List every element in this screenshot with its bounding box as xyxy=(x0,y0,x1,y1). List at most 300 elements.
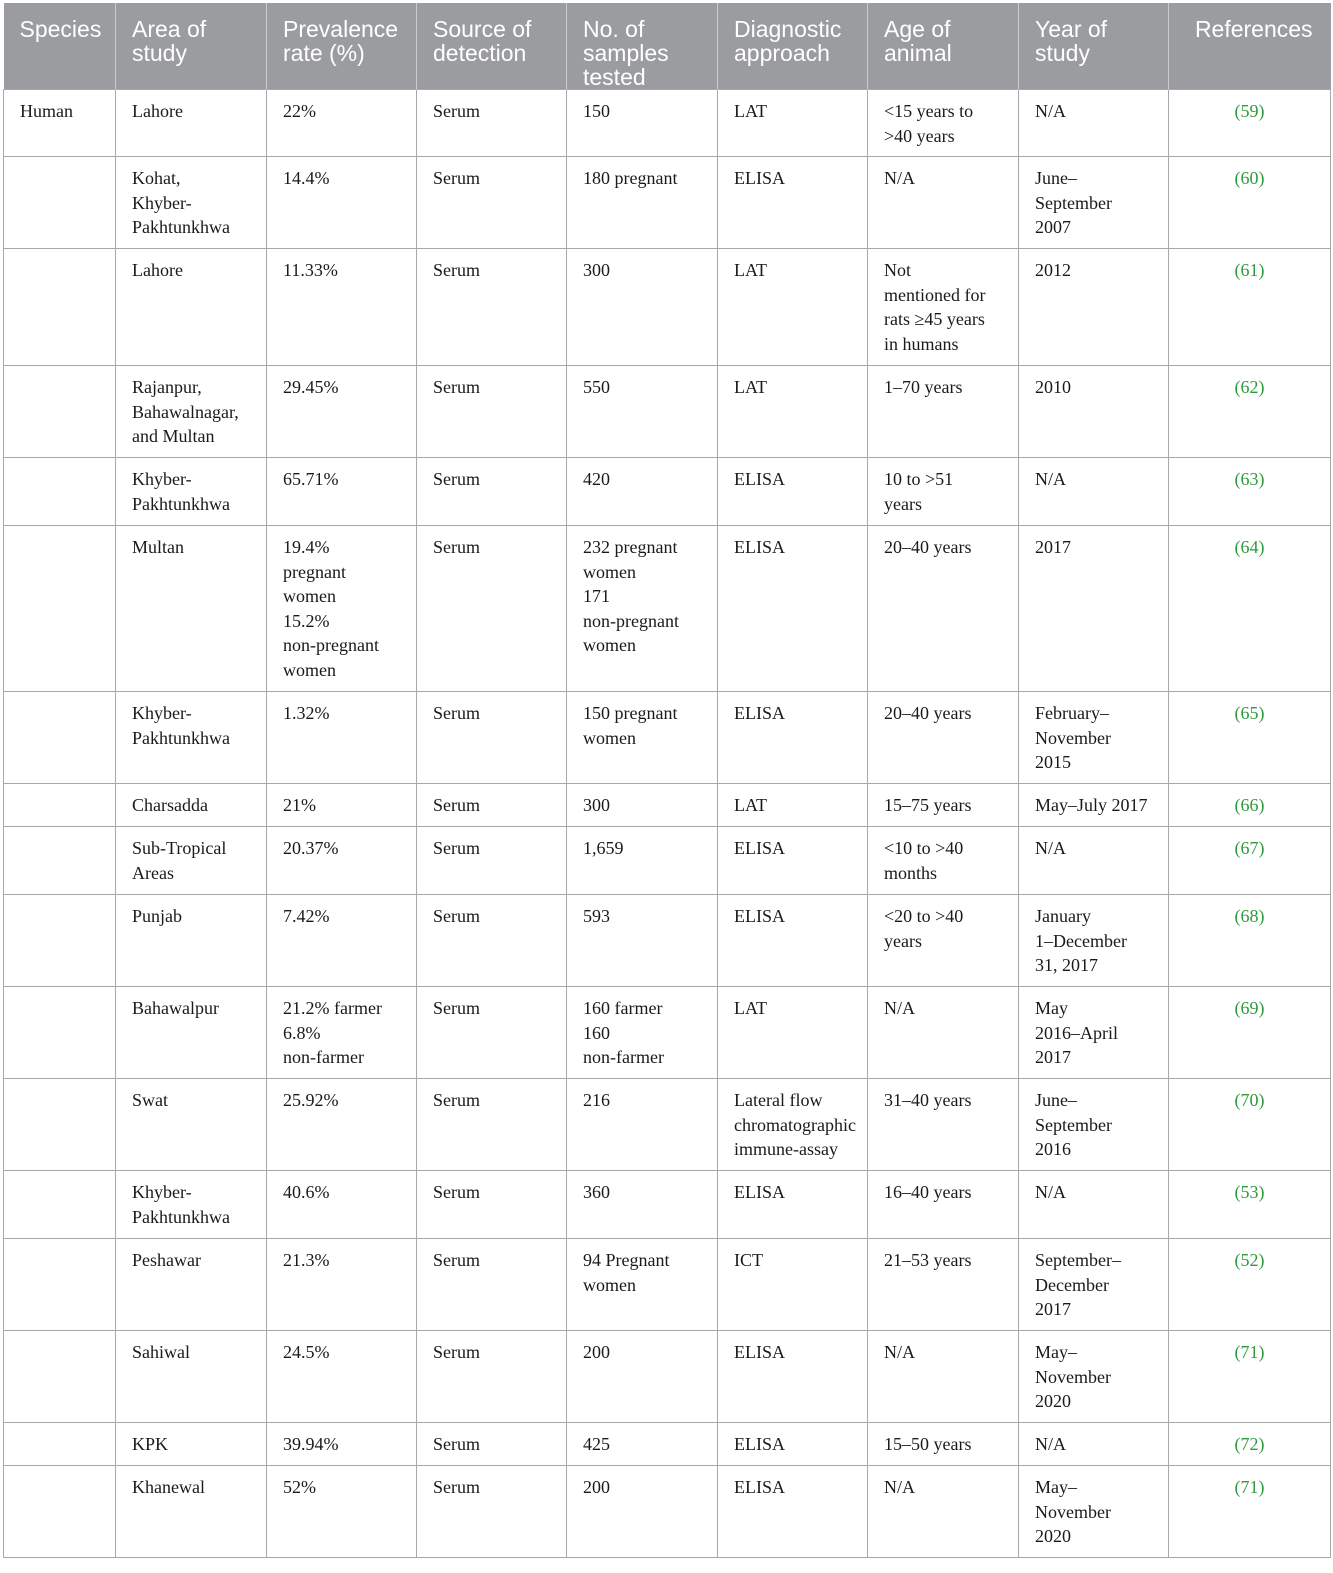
cell-area xyxy=(116,1423,267,1466)
cell-prevalence xyxy=(267,1239,417,1331)
reference-link[interactable]: (66) xyxy=(1234,795,1265,815)
cell-source xyxy=(417,90,567,157)
cell-text: immune-assay xyxy=(734,1139,838,1159)
cell-text: non-pregnant xyxy=(283,635,379,655)
cell-references xyxy=(1169,1171,1331,1239)
header-text: rate (%) xyxy=(283,40,365,66)
cell-year xyxy=(1019,692,1169,784)
header-prevalence xyxy=(267,3,417,90)
cell-prevalence xyxy=(267,827,417,895)
cell-text: Not xyxy=(884,260,911,280)
cell-area xyxy=(116,249,267,366)
header-text: Prevalence xyxy=(283,16,399,42)
cell-area xyxy=(116,366,267,458)
reference-link[interactable]: (69) xyxy=(1234,998,1265,1018)
cell-text: in humans xyxy=(884,333,959,354)
cell-year xyxy=(1019,1466,1169,1558)
reference-link[interactable]: (60) xyxy=(1234,168,1265,188)
cell-text: ELISA xyxy=(734,469,785,489)
cell-year xyxy=(1019,90,1169,157)
header-text: detection xyxy=(433,40,527,66)
cell-source xyxy=(417,827,567,895)
cell-age xyxy=(868,526,1019,692)
reference-number: 71 xyxy=(1240,1477,1259,1497)
cell-text: N/A xyxy=(884,1342,915,1362)
reference-number: 53 xyxy=(1240,1182,1259,1202)
cell-text: women xyxy=(583,635,636,655)
cell-references xyxy=(1169,526,1331,692)
reference-link[interactable]: (71) xyxy=(1234,1477,1265,1497)
cell-text: June– xyxy=(1035,168,1077,188)
cell-text: January xyxy=(1035,906,1091,926)
cell-source xyxy=(417,526,567,692)
table-row xyxy=(4,1423,1331,1466)
cell-text: women xyxy=(283,659,336,680)
cell-age xyxy=(868,692,1019,784)
reference-number: 64 xyxy=(1240,537,1259,557)
reference-number: 63 xyxy=(1240,469,1259,489)
cell-prevalence xyxy=(267,895,417,987)
cell-text: 216 xyxy=(583,1090,610,1110)
cell-prevalence xyxy=(267,1331,417,1423)
cell-prevalence xyxy=(267,366,417,458)
cell-text: Peshawar xyxy=(132,1250,201,1270)
cell-area xyxy=(116,157,267,249)
cell-text: women xyxy=(283,586,336,606)
cell-text: Lateral flow xyxy=(734,1090,823,1110)
cell-text: women xyxy=(583,561,636,582)
cell-text: 20–40 years xyxy=(884,703,972,723)
header-approach xyxy=(718,3,868,90)
cell-text: Multan xyxy=(132,537,184,557)
reference-link[interactable]: (61) xyxy=(1234,260,1265,280)
cell-references xyxy=(1169,895,1331,987)
cell-age xyxy=(868,1423,1019,1466)
cell-text: Kohat, xyxy=(132,168,181,188)
cell-text: 40.6% xyxy=(283,1182,330,1202)
cell-text: N/A xyxy=(1035,1434,1066,1454)
cell-text: 21–53 years xyxy=(884,1250,972,1270)
cell-species xyxy=(4,1171,116,1239)
cell-text: 2020 xyxy=(1035,1526,1071,1546)
cell-text: ELISA xyxy=(734,906,785,926)
cell-text: 1.32% xyxy=(283,703,330,723)
cell-approach xyxy=(718,1171,868,1239)
header-year xyxy=(1019,3,1169,90)
cell-text: 425 xyxy=(583,1434,610,1454)
header-text: Year of xyxy=(1035,16,1108,42)
cell-text: Serum xyxy=(433,168,480,188)
cell-text: 14.4% xyxy=(283,168,330,188)
cell-age xyxy=(868,987,1019,1079)
cell-samples xyxy=(567,1079,718,1171)
cell-prevalence xyxy=(267,526,417,692)
cell-year xyxy=(1019,1079,1169,1171)
cell-age xyxy=(868,784,1019,827)
cell-text: Pakhtunkhwa xyxy=(132,217,230,237)
cell-source xyxy=(417,366,567,458)
cell-references xyxy=(1169,366,1331,458)
cell-species xyxy=(4,90,116,157)
cell-species xyxy=(4,526,116,692)
cell-references xyxy=(1169,692,1331,784)
cell-year xyxy=(1019,1423,1169,1466)
cell-text: September– xyxy=(1035,1250,1121,1270)
cell-area xyxy=(116,1466,267,1558)
cell-year xyxy=(1019,1239,1169,1331)
cell-text: N/A xyxy=(1035,469,1066,489)
cell-area xyxy=(116,1079,267,1171)
cell-year xyxy=(1019,526,1169,692)
reference-link[interactable]: (53) xyxy=(1234,1182,1265,1202)
cell-year xyxy=(1019,784,1169,827)
cell-year xyxy=(1019,987,1169,1079)
cell-approach xyxy=(718,987,868,1079)
reference-number: 60 xyxy=(1240,168,1259,188)
cell-text: Serum xyxy=(433,998,480,1018)
cell-species xyxy=(4,895,116,987)
cell-source xyxy=(417,784,567,827)
cell-area xyxy=(116,90,267,157)
cell-text: 24.5% xyxy=(283,1342,330,1362)
cell-text: N/A xyxy=(884,1477,915,1497)
cell-text: June– xyxy=(1035,1090,1077,1110)
cell-species xyxy=(4,1239,116,1331)
cell-text: ELISA xyxy=(734,703,785,723)
cell-text: LAT xyxy=(734,998,767,1018)
cell-text: November xyxy=(1035,1366,1111,1387)
cell-samples xyxy=(567,157,718,249)
cell-text: <15 years to xyxy=(884,101,974,121)
cell-age xyxy=(868,458,1019,526)
cell-species xyxy=(4,249,116,366)
cell-text: ELISA xyxy=(734,1477,785,1497)
cell-text: years xyxy=(884,930,922,951)
cell-text: 65.71% xyxy=(283,469,339,489)
cell-text: years xyxy=(884,493,922,514)
cell-text: 29.45% xyxy=(283,377,339,397)
cell-text: Serum xyxy=(433,1250,480,1270)
cell-text: 2016 xyxy=(1035,1139,1071,1159)
cell-approach xyxy=(718,895,868,987)
table-row xyxy=(4,692,1331,784)
cell-area xyxy=(116,526,267,692)
cell-source xyxy=(417,249,567,366)
cell-samples xyxy=(567,249,718,366)
cell-text: Bahawalnagar, xyxy=(132,401,239,422)
cell-text: 2017 xyxy=(1035,1047,1071,1067)
header-text: Diagnostic xyxy=(734,16,842,42)
reference-number: 66 xyxy=(1240,795,1259,815)
cell-text: LAT xyxy=(734,795,767,815)
reference-link[interactable]: (70) xyxy=(1234,1090,1265,1110)
cell-text: women xyxy=(583,1274,636,1295)
cell-age xyxy=(868,366,1019,458)
header-source xyxy=(417,3,567,90)
cell-text: Charsadda xyxy=(132,795,208,815)
cell-references xyxy=(1169,1423,1331,1466)
header-age xyxy=(868,3,1019,90)
cell-area xyxy=(116,827,267,895)
cell-text: rats ≥45 years xyxy=(884,309,985,329)
cell-text: mentioned for xyxy=(884,284,986,305)
cell-year xyxy=(1019,827,1169,895)
cell-text: Serum xyxy=(433,795,480,815)
cell-text: Serum xyxy=(433,260,480,280)
header-row xyxy=(4,3,1331,90)
cell-text: May– xyxy=(1035,1342,1077,1362)
cell-text: 1–December xyxy=(1035,930,1127,951)
reference-number: 62 xyxy=(1240,377,1259,397)
table-row xyxy=(4,1239,1331,1331)
cell-area xyxy=(116,1171,267,1239)
cell-year xyxy=(1019,1331,1169,1423)
table-row xyxy=(4,1331,1331,1423)
cell-text: Serum xyxy=(433,1182,480,1202)
reference-number: 70 xyxy=(1240,1090,1259,1110)
header-text: Source of xyxy=(433,16,532,42)
cell-references xyxy=(1169,1466,1331,1558)
cell-references xyxy=(1169,987,1331,1079)
cell-approach xyxy=(718,784,868,827)
cell-text: 2016–April xyxy=(1035,1022,1118,1043)
cell-species xyxy=(4,157,116,249)
cell-references xyxy=(1169,1079,1331,1171)
cell-text: 160 farmer xyxy=(583,998,663,1018)
cell-text: N/A xyxy=(884,168,915,188)
cell-text: November xyxy=(1035,1501,1111,1522)
table-body xyxy=(4,90,1331,1558)
cell-text: 16–40 years xyxy=(884,1182,972,1202)
cell-area xyxy=(116,1331,267,1423)
cell-text: 2010 xyxy=(1035,377,1071,397)
cell-approach xyxy=(718,1466,868,1558)
cell-source xyxy=(417,895,567,987)
cell-source xyxy=(417,1079,567,1171)
cell-text: ELISA xyxy=(734,168,785,188)
cell-approach xyxy=(718,827,868,895)
cell-source xyxy=(417,1171,567,1239)
cell-samples xyxy=(567,526,718,692)
cell-text: Pakhtunkhwa xyxy=(132,727,230,748)
header-text: References xyxy=(1194,16,1313,42)
table-row xyxy=(4,1466,1331,1558)
cell-samples xyxy=(567,1331,718,1423)
cell-text: ELISA xyxy=(734,838,785,858)
cell-species xyxy=(4,1423,116,1466)
cell-species xyxy=(4,458,116,526)
cell-text: Serum xyxy=(433,469,480,489)
cell-text: 20–40 years xyxy=(884,537,972,557)
cell-year xyxy=(1019,1171,1169,1239)
reference-link[interactable]: (71) xyxy=(1234,1342,1265,1362)
cell-samples xyxy=(567,987,718,1079)
cell-approach xyxy=(718,90,868,157)
cell-text: Serum xyxy=(433,101,480,121)
cell-text: Sahiwal xyxy=(132,1342,190,1362)
reference-link[interactable]: (65) xyxy=(1234,703,1265,723)
cell-text: 6.8% xyxy=(283,1022,321,1043)
reference-number: 69 xyxy=(1240,998,1259,1018)
cell-text: N/A xyxy=(884,998,915,1018)
cell-species xyxy=(4,366,116,458)
reference-link[interactable]: (67) xyxy=(1234,838,1265,858)
table-row xyxy=(4,526,1331,692)
cell-text: Khyber- xyxy=(132,703,192,723)
header-samples xyxy=(567,3,718,90)
cell-prevalence xyxy=(267,157,417,249)
cell-references xyxy=(1169,1239,1331,1331)
cell-text: Swat xyxy=(132,1090,168,1110)
cell-samples xyxy=(567,827,718,895)
cell-samples xyxy=(567,1466,718,1558)
cell-text: September xyxy=(1035,1114,1112,1135)
table-row xyxy=(4,1171,1331,1239)
header-text: animal xyxy=(884,40,952,66)
cell-approach xyxy=(718,692,868,784)
cell-text: 15–75 years xyxy=(884,795,972,815)
cell-approach xyxy=(718,458,868,526)
cell-species xyxy=(4,1331,116,1423)
table-row xyxy=(4,458,1331,526)
cell-text: 232 pregnant xyxy=(583,537,678,557)
cell-approach xyxy=(718,1239,868,1331)
cell-text: February– xyxy=(1035,703,1109,723)
cell-area xyxy=(116,987,267,1079)
cell-species xyxy=(4,827,116,895)
cell-text: Serum xyxy=(433,906,480,926)
cell-text: LAT xyxy=(734,377,767,397)
cell-text: Punjab xyxy=(132,906,183,926)
cell-area xyxy=(116,458,267,526)
cell-area xyxy=(116,1239,267,1331)
prevalence-table xyxy=(3,3,1331,1558)
cell-source xyxy=(417,1331,567,1423)
cell-text: Khanewal xyxy=(132,1477,205,1497)
cell-area xyxy=(116,692,267,784)
cell-area xyxy=(116,784,267,827)
cell-text: Pakhtunkhwa xyxy=(132,493,230,514)
cell-age xyxy=(868,157,1019,249)
cell-year xyxy=(1019,249,1169,366)
cell-text: 21.2% farmer xyxy=(283,998,382,1018)
cell-text: 2020 xyxy=(1035,1391,1071,1411)
cell-text: 2017 xyxy=(1035,1299,1071,1319)
cell-prevalence xyxy=(267,1423,417,1466)
cell-text: 200 xyxy=(583,1477,610,1497)
cell-samples xyxy=(567,1423,718,1466)
cell-text: N/A xyxy=(1035,1182,1066,1202)
cell-text: 150 pregnant xyxy=(583,703,678,723)
cell-age xyxy=(868,1171,1019,1239)
cell-source xyxy=(417,1423,567,1466)
cell-references xyxy=(1169,249,1331,366)
cell-text: Pakhtunkhwa xyxy=(132,1206,230,1227)
cell-text: 7.42% xyxy=(283,906,330,926)
cell-text: 21% xyxy=(283,795,316,815)
cell-text: 2015 xyxy=(1035,752,1071,772)
cell-samples xyxy=(567,1239,718,1331)
cell-samples xyxy=(567,366,718,458)
cell-prevalence xyxy=(267,90,417,157)
cell-text: Serum xyxy=(433,838,480,858)
cell-text: Serum xyxy=(433,1477,480,1497)
cell-text: 1,659 xyxy=(583,838,624,858)
cell-text: non-farmer xyxy=(283,1047,364,1067)
cell-text: <10 to >40 xyxy=(884,838,964,858)
cell-references xyxy=(1169,784,1331,827)
cell-text: Lahore xyxy=(132,260,183,280)
cell-age xyxy=(868,895,1019,987)
cell-prevalence xyxy=(267,458,417,526)
cell-text: women xyxy=(583,727,636,748)
cell-text: 15.2% xyxy=(283,610,330,631)
cell-samples xyxy=(567,895,718,987)
cell-text: Serum xyxy=(433,1090,480,1110)
reference-link[interactable]: (64) xyxy=(1234,537,1265,557)
cell-source xyxy=(417,1466,567,1558)
cell-prevalence xyxy=(267,249,417,366)
table-header xyxy=(4,3,1331,90)
cell-text: Khyber- xyxy=(132,192,192,213)
table-row xyxy=(4,366,1331,458)
cell-year xyxy=(1019,157,1169,249)
cell-age xyxy=(868,827,1019,895)
cell-text: 1–70 years xyxy=(884,377,963,397)
reference-number: 61 xyxy=(1240,260,1259,280)
cell-age xyxy=(868,1331,1019,1423)
cell-text: ELISA xyxy=(734,1342,785,1362)
reference-link[interactable]: (72) xyxy=(1234,1434,1265,1454)
reference-number: 59 xyxy=(1240,101,1259,121)
cell-text: ELISA xyxy=(734,1182,785,1202)
cell-species xyxy=(4,987,116,1079)
cell-prevalence xyxy=(267,1079,417,1171)
cell-text: ELISA xyxy=(734,537,785,557)
table-row xyxy=(4,1079,1331,1171)
cell-source xyxy=(417,692,567,784)
reference-link[interactable]: (62) xyxy=(1234,377,1265,397)
cell-text: 2012 xyxy=(1035,260,1071,280)
reference-link[interactable]: (52) xyxy=(1234,1250,1265,1270)
cell-text: December xyxy=(1035,1274,1109,1295)
cell-age xyxy=(868,90,1019,157)
cell-text: ELISA xyxy=(734,1434,785,1454)
cell-species xyxy=(4,1466,116,1558)
cell-text: ICT xyxy=(734,1250,763,1270)
cell-text: pregnant xyxy=(283,561,346,582)
cell-text: 171 xyxy=(583,586,610,606)
reference-link[interactable]: (63) xyxy=(1234,469,1265,489)
cell-approach xyxy=(718,1079,868,1171)
cell-year xyxy=(1019,895,1169,987)
header-text: Area of xyxy=(132,16,207,42)
cell-source xyxy=(417,1239,567,1331)
cell-approach xyxy=(718,157,868,249)
table-row xyxy=(4,895,1331,987)
reference-link[interactable]: (59) xyxy=(1234,101,1265,121)
cell-text: 39.94% xyxy=(283,1434,339,1454)
cell-approach xyxy=(718,1423,868,1466)
cell-text: Bahawalpur xyxy=(132,998,219,1018)
cell-text: Serum xyxy=(433,703,480,723)
cell-samples xyxy=(567,784,718,827)
reference-link[interactable]: (68) xyxy=(1234,906,1265,926)
cell-text: N/A xyxy=(1035,838,1066,858)
cell-text: 550 xyxy=(583,377,610,397)
cell-samples xyxy=(567,90,718,157)
cell-text: Serum xyxy=(433,537,480,557)
